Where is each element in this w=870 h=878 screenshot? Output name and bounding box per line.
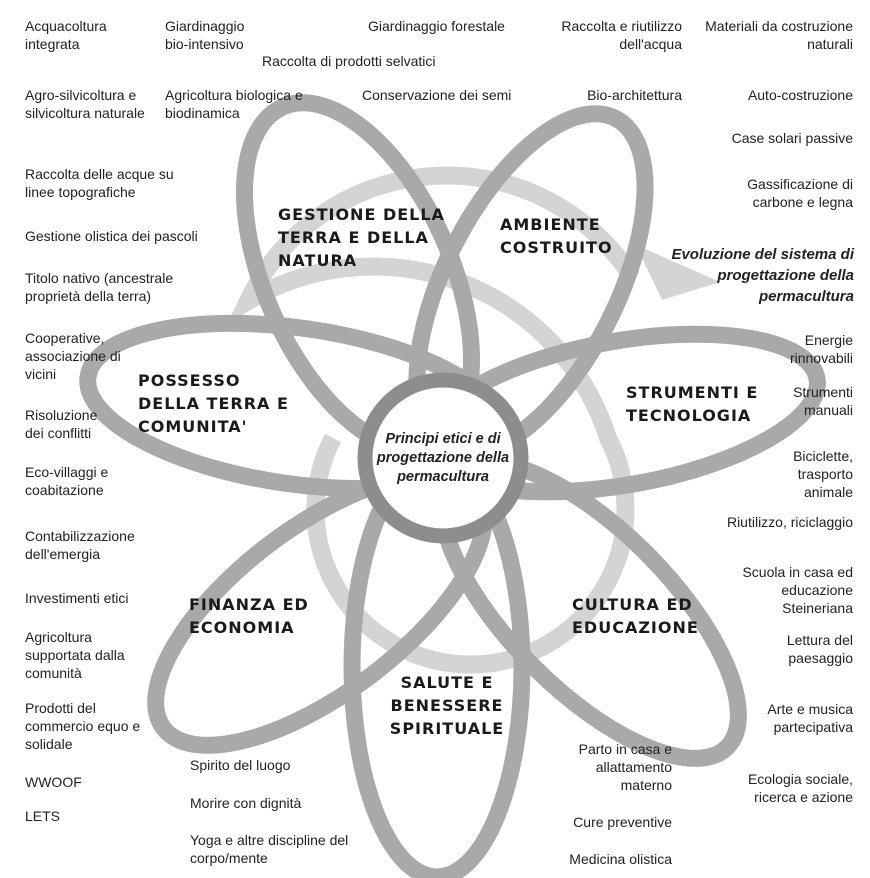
label-energie-rinnovabili: Energie rinnovabili [789,332,853,366]
label-biciclette: Biciclette, trasporto animale [793,448,853,500]
label-lets: LETS [25,808,61,824]
label-cure-preventive: Cure preventive [573,814,672,830]
domain-tenure: POSSESSO DELLA TERRA E COMUNITA' [138,371,289,436]
label-conservazione-semi: Conservazione dei semi [362,87,512,103]
label-agro-silvicoltura: Agro-silvicoltura e silvicoltura naturale [25,87,145,121]
label-parto-casa: Parto in casa e allattamento materno [578,741,672,793]
label-gestione-pascoli: Gestione olistica dei pascoli [25,228,198,244]
label-lettura-paesaggio: Lettura del paesaggio [786,632,853,666]
label-morire-dignita: Morire con dignità [190,795,302,811]
evolution-label: Evoluzione del sistema di progettazione della permacultura [671,246,854,305]
label-gassificazione: Gassificazione di carbone e legna [747,176,853,210]
domain-culture: CULTURA ED EDUCAZIONE [572,595,699,637]
label-strumenti-manuali: Strumenti manuali [793,384,853,418]
label-auto-costruzione: Auto-costruzione [747,87,853,103]
label-yoga: Yoga e altre discipline del corpo/mente [190,832,349,866]
label-raccolta-acque: Raccolta delle acque su linee topografiche [25,166,174,200]
label-bio-architettura: Bio-architettura [587,87,682,103]
label-investimenti-etici: Investimenti etici [25,590,129,606]
domain-land: GESTIONE DELLA TERRA E DELLA NATURA [278,205,445,270]
label-risoluzione-conflitti: Risoluzione dei conflitti [25,407,98,441]
label-giardinaggio-forestale: Giardinaggio forestale [368,18,505,34]
label-case-solari: Case solari passive [731,130,853,146]
label-emergia: Contabilizzazione dell'emergia [25,528,135,562]
label-giardinaggio-bio: Giardinaggio bio-intensivo [165,18,245,52]
domain-tools: STRUMENTI E TECNOLOGIA [626,383,759,425]
label-agricoltura-bio: Agricoltura biologica e biodinamica [165,87,303,121]
label-acquacoltura: Acquacoltura integrata [25,18,107,52]
label-raccolta-selvatici: Raccolta di prodotti selvatici [262,53,436,69]
label-spirito-luogo: Spirito del luogo [190,757,291,773]
label-titolo-nativo: Titolo nativo (ancestrale proprietà della terra) [25,270,174,304]
label-arte-musica: Arte e musica partecipativa [767,701,853,735]
label-scuola-casa: Scuola in casa ed educazione Steineriana [742,564,853,616]
label-wwoof: WWOOF [25,774,82,790]
label-cooperative: Cooperative, associazione di vicini [25,330,121,382]
label-ecologia-sociale: Ecologia sociale, ricerca e azione [747,771,853,805]
domain-finance: FINANZA ED ECONOMIA [189,595,309,637]
label-raccolta-acqua: Raccolta e riutilizzo dell'acqua [561,18,682,52]
label-materiali: Materiali da costruzione naturali [705,18,853,52]
domain-built: AMBIENTE COSTRUITO [500,215,613,257]
label-riutilizzo: Riutilizzo, riciclaggio [726,514,853,530]
domain-health: SALUTE E BENESSERE SPIRITUALE [389,673,505,738]
center-principles: Principi etici e di progettazione della permacultura [376,431,510,485]
label-commercio-equo: Prodotti del commercio equo e solidale [25,700,141,752]
label-eco-villaggi: Eco-villaggi e coabitazione [25,464,109,498]
label-medicina-olistica: Medicina olistica [569,851,672,867]
label-agricoltura-comunita: Agricoltura supportata dalla comunità [25,629,125,681]
